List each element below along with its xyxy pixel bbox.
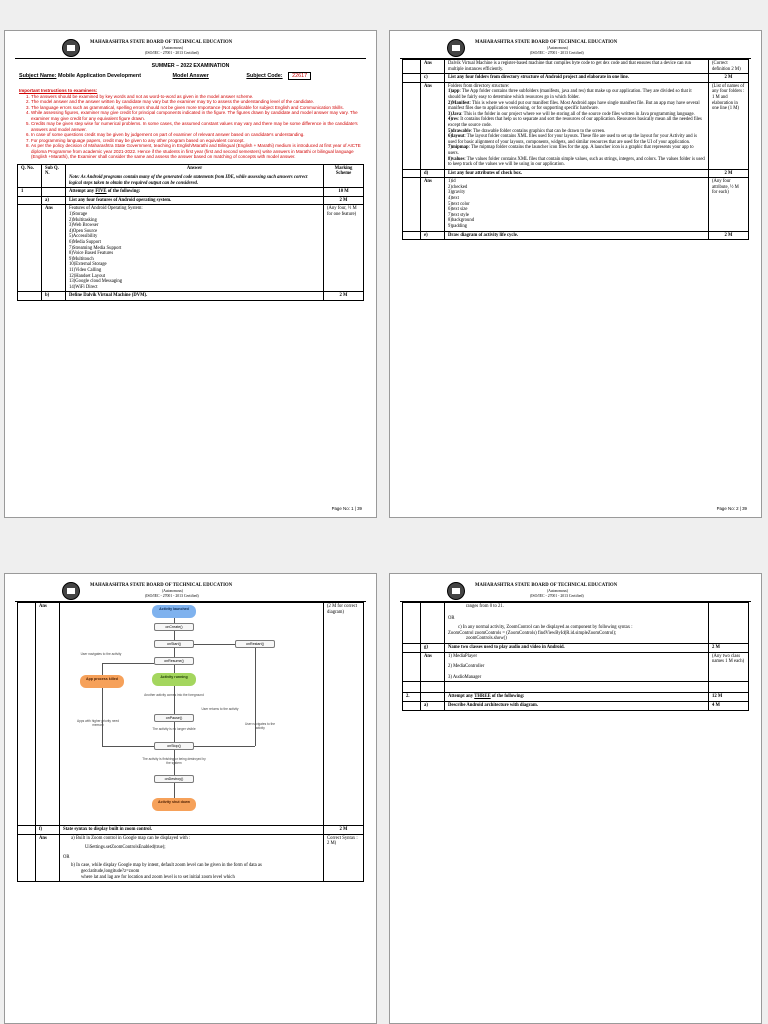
flow-arrow (102, 746, 154, 747)
activity-lifecycle-diagram (60, 603, 323, 825)
flow-arrow (255, 648, 256, 746)
feature-item: 5)Accessibility (69, 234, 98, 240)
subject-code-label: Subject Code: (246, 73, 283, 79)
folder-desc: : It contains folders that help us to separate and sort the resources of our application. Resources basically mean all the needed files except the source code. (448, 117, 702, 128)
q1b-text: Define Dalvik Virtual Machine (DVM). (66, 292, 324, 301)
q2-marks: 12 M (709, 693, 749, 702)
folder-item (448, 101, 705, 112)
attribute-item: 4)text (448, 196, 459, 202)
zoom-code-c1: ZoomControl zoomControls = (ZoomControls) findViewById(R.id.simpleZoomControl); (448, 630, 617, 636)
folder-name: 2)Manifest (448, 100, 470, 106)
ans-label: Ans (421, 60, 445, 74)
feature-item: 12)Handset Layout (69, 273, 106, 279)
folder-item (448, 89, 705, 100)
attrs-list (448, 179, 705, 229)
oncreate-node: onCreate() (154, 623, 194, 631)
feature-item: 1)Storage (69, 212, 88, 218)
activity-running-node: Activity running (152, 673, 196, 686)
ans-label: Ans (36, 834, 60, 882)
page-2 (389, 30, 762, 518)
ans-label: Ans (421, 652, 445, 682)
page-4 (389, 573, 762, 1024)
zoom-or: OR (63, 854, 70, 860)
zoom-tail-b: where lat and lag are for location and zoom level is to set initial zoom level which (81, 874, 235, 880)
q1b-marks: 2 M (324, 292, 364, 301)
zoom-option-c: c) In any normal activity, ZoomControl can be displayed as component by following syntax : (458, 625, 633, 631)
ans-label: Ans (36, 603, 60, 826)
dvm-marks: (Correct definition 2 M) (709, 60, 749, 74)
answer-table (17, 602, 364, 882)
board-title: MAHARASHTRA STATE BOARD OF TECHNICAL EDUCATION (90, 583, 233, 588)
msbte-logo-icon (62, 39, 80, 57)
nav-to-note-2: User navigates to the activity (244, 722, 276, 730)
board-iso: (ISO/IEC - 27001 - 2013 Certified) (145, 594, 199, 598)
folders-answer (445, 82, 709, 169)
folder-name: 8)values (448, 156, 465, 162)
board-iso: (ISO/IEC - 27001 - 2013 Certified) (530, 594, 584, 598)
page-header (390, 31, 761, 59)
q1a-label: a) (42, 196, 66, 205)
onresume-node: onResume() (154, 657, 194, 665)
col-marking: Marking Scheme (324, 164, 364, 188)
folder-name: 3)Java (448, 111, 462, 117)
feature-item: 3)Web Browser (69, 223, 99, 229)
dvm-answer: Dalvik Virtual Machine is a register-based machine that compiles byte code to get dex code and that ensures that a device can run multiple instances efficiently. (445, 60, 709, 74)
q1g-label: g) (421, 643, 445, 652)
features-marks: (Any four, ½ M for one feature) (324, 205, 364, 292)
folder-item (448, 134, 705, 145)
features-title: Features of Android Operating System: (69, 206, 143, 212)
feature-item: 2)Multitasking (69, 217, 97, 223)
q1-number: 1 (18, 188, 42, 197)
instruction-item: 2. The model answer and the answer written by candidate may vary but the examiner may try to assess the understanding level of the candidate. (31, 99, 366, 105)
zoom-option-b: b) In case, while display Google map by intent, default zoom level can be given in the form of data as (71, 863, 262, 869)
classes-answer (445, 652, 709, 682)
zoom-continued (445, 603, 709, 644)
flow-arrow (102, 663, 103, 675)
instructions (19, 88, 366, 160)
folders-marks: (List of names of any four folders : 1 M and elaboration in one line (1 M) (709, 82, 749, 169)
folder-item (448, 145, 705, 156)
class-item: 1) MediaPlayer (448, 653, 478, 659)
col-sub-q: Sub Q. N. (42, 164, 66, 188)
instruction-item: 7. For programming language papers, credit may be given to any other program based on equivalent concept. (31, 138, 366, 144)
board-autonomous: (Autonomous) (547, 589, 568, 593)
attribute-item: 3)gravity (448, 190, 466, 196)
instruction-item: 8. As per the policy decision of Maharashtra State Government, teaching in English/Marathi and Bilingual (English + Marathi) medium is introduced at first year of AICTE diploma Programme from academic year 2021-2022. Hence if the students in first year (first and second semesters) write answers in Marathi or bilingual language (English +Marathi), the Examiner shall consider the same and assess the answer based on matching of concepts with model answer. (31, 143, 366, 160)
page-number: Page No: 2 | 39 (716, 506, 747, 511)
classes-marks: (Any two class names 1 M each) (709, 652, 749, 682)
zoom-option-a: a) Built in Zoom control in Google map can be displayed with : (71, 835, 191, 841)
subject-label: Subject Name: (19, 73, 57, 79)
feature-item: 8)Voice Based Features (69, 251, 114, 257)
class-item: 3) AudioManager (448, 674, 482, 680)
q1f-label: f) (36, 826, 60, 835)
zoom-or: OR (448, 615, 455, 621)
feature-item: 4)Open Source (69, 228, 98, 234)
zoom-answer (60, 834, 324, 882)
feature-item: 14)WiFi Direct (69, 284, 98, 290)
q2a-label: a) (421, 701, 445, 710)
nav-to-note: User navigates to the activity (80, 652, 122, 656)
q1d-marks: 2 M (709, 169, 749, 178)
features-answer (66, 205, 324, 292)
lifecycle-diagram-cell (60, 603, 324, 826)
attribute-item: 7)text style (448, 212, 469, 218)
q1a-text: List any four features of Android operating system. (66, 196, 324, 205)
zoom-marks: Correct Syntax : 2 M) (324, 834, 364, 882)
q1e-marks: 2 M (709, 231, 749, 240)
folder-name: 5)drawable (448, 128, 471, 134)
flow-arrow (102, 688, 103, 746)
folder-name: 4)res (448, 117, 458, 123)
instruction-item: 4. While assessing figures, examiner may give credit for principal components indicated in the figure. The figures drawn by candidate and model answer may vary. The examiner may give credit for any equivalent figure drawn. (31, 110, 366, 121)
subject-code: 22617 (288, 72, 311, 80)
header-divider (400, 601, 751, 602)
exam-title: SUMMER – 2022 EXAMINATION (151, 63, 230, 69)
returns-note: User returns to the activity (201, 707, 239, 711)
q1d-label: d) (421, 169, 445, 178)
page-header (390, 574, 761, 602)
q2-count: THREE (474, 694, 491, 700)
folders-intro: Folders from directory structure: (448, 83, 510, 89)
folder-desc: : The App folder contains three subfolders (manifests, java and res) that make up our application. They are divided so that it should be fairly easy to determine which resources go in which folder. (448, 89, 692, 100)
q2-number: 2. (403, 693, 421, 702)
folder-item (448, 117, 705, 128)
foreground-note: Another activity comes into the foreground (144, 693, 204, 697)
answer-table (17, 164, 364, 301)
zoom-code-b: geo:latitude,longitude?z=zoom (81, 868, 140, 874)
q2a-marks: 4 M (709, 701, 749, 710)
feature-item: 11)Video Calling (69, 268, 102, 273)
activity-shutdown-node: Activity shut down (152, 798, 196, 811)
msbte-logo-icon (447, 582, 465, 600)
answer-table (402, 602, 749, 711)
q1d-text: List any four attributes of check box. (445, 169, 709, 178)
zoom-ranges: ranges from 0 to 21. (466, 604, 504, 609)
q1-rest: of the following: (107, 189, 141, 195)
board-autonomous: (Autonomous) (162, 589, 183, 593)
subject-line (19, 72, 376, 84)
q2-text (445, 693, 709, 702)
folder-desc: : The layout folder contains XML files used for your layouts. These file are used to set up the layout for your Activity and is used for basic alignment of your layouts, components, widgets, and similar resources that are used for the UI of your application. (448, 134, 697, 145)
folder-desc: : The drawable folder contains graphics that can be drawn to the screen. (470, 128, 606, 134)
answer-table (402, 59, 749, 240)
q2a-text: Describe Android architecture with diagram. (445, 701, 709, 710)
feature-item: 6)Media Support (69, 240, 101, 246)
q2-attempt: Attempt any (448, 694, 474, 700)
q1f-marks: 2 M (324, 826, 364, 835)
attribute-item: 2)checked (448, 184, 468, 190)
board-title: MAHARASHTRA STATE BOARD OF TECHNICAL EDUCATION (475, 583, 618, 588)
board-autonomous: (Autonomous) (547, 46, 568, 50)
ans-label: Ans (42, 205, 66, 292)
features-list (69, 212, 320, 290)
diagram-marks: (2 M for correct diagram) (324, 603, 364, 826)
ans-label: Ans (421, 82, 445, 169)
q1e-label: e) (421, 231, 445, 240)
folder-name: 1)app (448, 89, 460, 95)
subject-name: Mobile Application Development (57, 73, 142, 79)
folder-name: 7)mipmap (448, 145, 469, 151)
header-divider (15, 601, 366, 602)
attribute-item: 6)text size (448, 207, 468, 213)
flow-arrow (194, 644, 235, 645)
instruction-item: 3. The language errors such as grammatical, spelling errors should not be given more Importance (Not applicable for subject English and Communication Skills. (31, 105, 366, 111)
q1g-text: Name two classes used to play audio and video in Android. (445, 643, 709, 652)
folder-name: 6)layout (448, 134, 465, 140)
onrestart-node: onRestart() (235, 640, 275, 648)
q1f-text: State syntax to display built in zoom control. (60, 826, 324, 835)
ans-label: Ans (421, 178, 445, 231)
q2-rest: of the following: (491, 694, 525, 700)
flow-arrow (194, 746, 255, 747)
board-iso: (ISO/IEC - 27001 - 2013 Certified) (530, 51, 584, 55)
attribute-item: 1)id (448, 179, 456, 185)
attribute-item: 8)background (448, 218, 475, 224)
note-text: Note: As Android programs contain many of the generated code statements from IDE, while assessing such answers correct logical steps taken to obtain the required output can be considered. (69, 175, 308, 186)
q1c-label: c) (421, 74, 445, 83)
board-title: MAHARASHTRA STATE BOARD OF TECHNICAL EDUCATION (90, 40, 233, 45)
activity-launched-node: Activity launched (152, 605, 196, 618)
class-item: 2) MediaController (448, 664, 485, 670)
q1-marks: 10 M (324, 188, 364, 197)
flow-arrow (102, 663, 154, 664)
board-autonomous: (Autonomous) (162, 46, 183, 50)
memory-note: Apps with higher priority need memory (77, 719, 119, 727)
instruction-item: 6. In case of some questions credit may be given by judgement on part of examiner of relevant answer based on candidate's understanding. (31, 132, 366, 138)
folder-desc: : This is where we would put our manifest files. Most Android apps have single manifest file. But an app may have several manifest files due to application versioning, or for supporting specific hardware. (448, 100, 700, 112)
board-iso: (ISO/IEC - 27001 - 2013 Certified) (145, 51, 199, 55)
zoom-code-a: UiSettings.setZoomControlsEnabled(true); (85, 845, 166, 851)
page-header (5, 574, 376, 602)
col-answer-label: Answer (186, 165, 203, 171)
feature-item: 13)Google cloud Messaging (69, 279, 123, 285)
q1c-text: List any four folders from directory structure of Android project and elaborate in one line. (445, 74, 709, 83)
header-divider (15, 58, 366, 59)
col-answer (66, 164, 324, 188)
attribute-item: 9)padding (448, 224, 468, 230)
attrs-answer (445, 178, 709, 231)
header-divider (400, 58, 751, 59)
folder-desc: : This is the folder in our project where we will be storing all of the source code files written in Java programming language. (461, 111, 695, 117)
onstop-node: onStop() (154, 742, 194, 750)
board-title: MAHARASHTRA STATE BOARD OF TECHNICAL EDUCATION (475, 40, 618, 45)
model-answer-label: Model Answer (172, 73, 209, 79)
q1-count: FIVE (95, 189, 107, 195)
page-1 (4, 30, 377, 518)
q1b-label: b) (42, 292, 66, 301)
feature-item: 10)External Storage (69, 262, 107, 268)
folder-item (448, 157, 705, 168)
feature-item: 9)Multitouch (69, 256, 94, 262)
q1-attempt: Attempt any (69, 189, 95, 195)
q1a-marks: 2 M (324, 196, 364, 205)
instruction-item: 1. The answers should be examined by key words and not as word-to-word as given in the model answer scheme. (31, 94, 366, 100)
msbte-logo-icon (62, 582, 80, 600)
q1e-text: Draw diagram of activity life cycle. (445, 231, 709, 240)
onstart-node: onStart() (154, 640, 194, 648)
folder-desc: : The mipmap folder contains the launcher icon files for the app. A launcher icon is a graphic that represents your app to users. (448, 145, 694, 156)
page-3 (4, 573, 377, 1024)
msbte-logo-icon (447, 39, 465, 57)
no-longer-visible-note: The activity is no longer visible (152, 727, 196, 731)
app-process-killed-node: App process killed (80, 675, 124, 688)
col-q-no: Q. No. (18, 164, 42, 188)
attribute-item: 5)text color (448, 201, 470, 207)
page-number: Page No: 1 | 39 (331, 506, 362, 511)
attrs-marks: (Any four attribute, ½ M for each) (709, 178, 749, 231)
folder-desc: : The values folder contains XML files that contain simple values, such as strings, integers, and colors. The values folder is used to keep track of the values we will be using in our application. (448, 156, 705, 168)
instructions-title: Important Instructions to examiners: (19, 88, 98, 93)
q1-text (66, 188, 324, 197)
folders-list (448, 89, 705, 167)
finishing-note: The activity is finishing or being destroyed by the system (142, 757, 206, 765)
q1g-marks: 2 M (709, 643, 749, 652)
page-header (5, 31, 376, 59)
ondestroy-node: onDestroy() (154, 775, 194, 783)
q1c-marks: 2 M (709, 74, 749, 83)
feature-item: 7)Streaming Media Support (69, 245, 122, 251)
zoom-code-c2: zoomControls.show() (466, 636, 507, 642)
instruction-item: 5. Credits may be given step wise for numerical problems. In some cases, the assumed constant values may vary and there may be some difference in the candidate's answers and model answer. (31, 121, 366, 132)
onpause-node: onPause() (154, 714, 194, 722)
